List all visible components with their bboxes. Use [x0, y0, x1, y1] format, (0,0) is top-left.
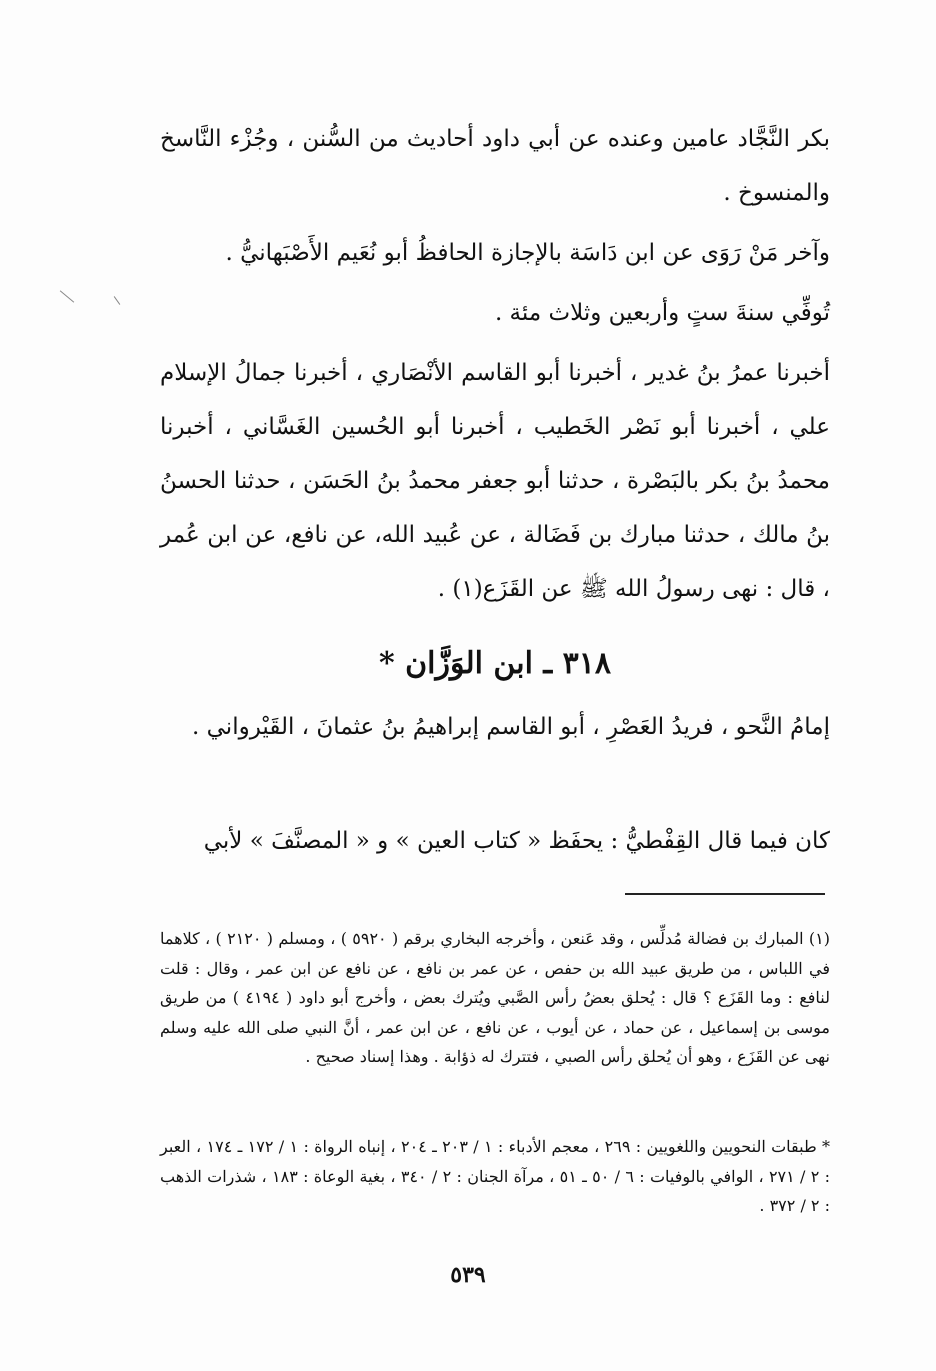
paragraph-last-narrator: وآخر مَنْ رَوَى عن ابن دَاسَة بالإجازة الحافظُ أبو نُعَيم الأَصْبَهانيُّ . — [225, 240, 830, 266]
entry-heading: ٣١٨ ـ ابن الوَزَّان * — [379, 646, 611, 681]
paragraph-isnad-chain: أخبرنا عمرُ بنُ غدير ، أخبرنا أبو القاسم الأنْصَاري ، أخبرنا جمالُ الإسلام علي ، أخبرنا أبو نَصْر الخَطيب ، أخبرنا أبو الحُسين الغَسَّاني ، أخبرنا محمدُ بنُ بكر بالبَصْرة ، حدثنا أبو جعفر محمدُ بنُ الحَسَن ، حدثنا الحسنُ بنُ مالك ، حدثنا مبارك بن فَضَالة ، عن عُبيد الله، عن نافع، عن ابن عُمر ، قال : نهى رسولُ الله ﷺ عن القَزَع(١) . — [160, 360, 830, 602]
footnote-divider — [625, 893, 825, 895]
paragraph-entry-intro: إمامُ النَّحو ، فريدُ العَصْرِ ، أبو القاسم إبراهيمُ بنُ عثمانَ ، القَيْرواني . — [192, 714, 830, 740]
footnote-sources: * طبقات النحويين واللغويين : ٢٦٩ ، معجم الأدباء : ١ / ٢٠٣ ـ ٢٠٤ ، إنباه الرواة : ١ / ١٧٢ ـ ١٧٤ ، العبر : ٢ / ٢٧١ ، الوافي بالوفيات : ٦ / ٥٠ ـ ٥١ ، مرآة الجنان : ٢ / ٣٤٠ ، بغية الوعاة : ١٨٣ ، شذرات الذهب : ٢ / ٣٧٢ . — [160, 1137, 831, 1215]
scan-mark — [114, 296, 121, 305]
paragraph-death-year: تُوفِّي سنةَ ستٍ وأربعين وثلاث مئة . — [494, 300, 830, 326]
footnote-1: (١) المبارك بن فضالة مُدلِّس ، وقد عَنعن ، وأخرجه البخاري برقم ( ٥٩٢٠ ) ، ومسلم ( ٢١٢٠ ) ، كلاهما في اللباس ، من طريق عبيد الله بن حفص ، عن عمر بن نافع ، عن نافع عن ابن عمر ، وقال : قلت لنافع : وما القَزَع ؟ قال : يُحلق بعضُ رأس الصَّبي ويُترك بعض ، وأخرج أبو داود ( ٤١٩٤ ) من طريق موسى بن إسماعيل ، عن حماد ، عن أيوب ، عن نافع ، عن ابن عمر ، أنَّ النبي صلى الله عليه وسلم نهى عن القَزَع ، وهو أن يُحلق رأس الصبي ، فتترك له ذؤابة . وهذا إسناد صحيح . — [160, 929, 831, 1066]
page-number: ٥٣٩ — [450, 1262, 486, 1288]
paragraph-naskh-mansukh: بكر النَّجَّاد عامين وعنده عن أبي داود أحاديث من السُّنن ، وجُزْء النَّاسخ والمنسوخ . — [160, 126, 830, 206]
paragraph-qifti-quote: كان فيما قال القِفْطيُّ : يحفَظ « كتاب العين » و « المصنَّفَ » لأبي — [203, 828, 830, 854]
scan-mark — [60, 290, 74, 302]
